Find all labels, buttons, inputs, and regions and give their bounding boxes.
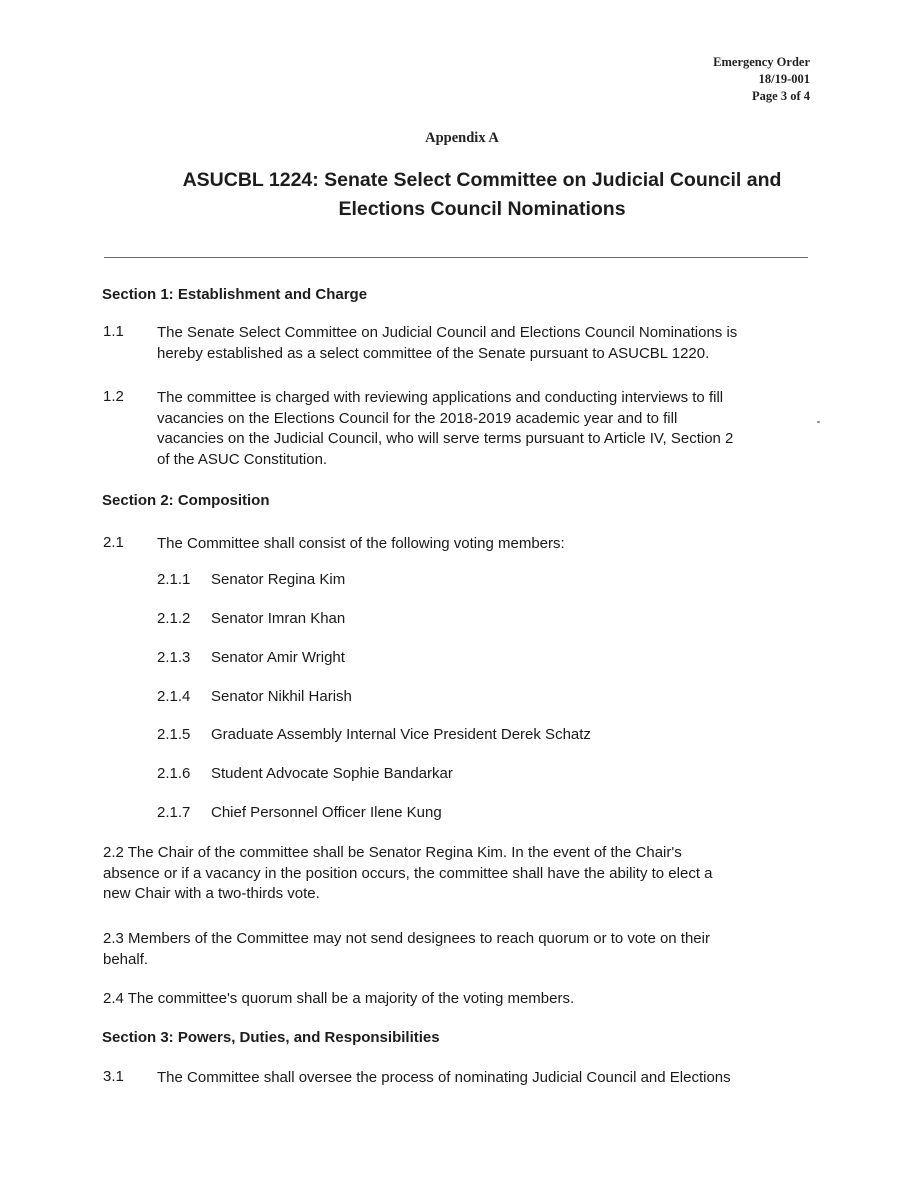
- member-number: 2.1.1: [157, 571, 191, 588]
- paragraph-2-3: [103, 929, 803, 970]
- item-number: 2.1: [103, 534, 124, 551]
- member-name: Chief Personnel Officer Ilene Kung: [211, 804, 442, 821]
- text-line: The Senate Select Committee on Judicial Council and Elections Council Nominations is: [157, 324, 738, 341]
- text-line: 2.2 The Chair of the committee shall be Senator Regina Kim. In the event of the Chair's: [103, 844, 682, 861]
- section-3-heading: Section 3: Powers, Duties, and Responsibilities: [102, 1029, 440, 1046]
- text-line: The committee is charged with reviewing applications and conducting interviews to fill: [157, 389, 724, 406]
- appendix-label: Appendix A: [425, 130, 499, 146]
- order-number: 18/19-001: [758, 72, 810, 86]
- title-line-1: ASUCBL 1224: Senate Select Committee on Judicial Council and: [182, 169, 782, 191]
- item-number: 3.1: [103, 1068, 124, 1085]
- paragraph-1-1: [157, 323, 817, 364]
- text-line: vacancies on the Judicial Council, who will serve terms pursuant to Article IV, Section 2: [157, 430, 734, 447]
- member-number: 2.1.4: [157, 688, 191, 705]
- document-title: [130, 166, 834, 224]
- member-name: Senator Regina Kim: [211, 571, 346, 588]
- text-line: behalf.: [103, 950, 149, 968]
- member-number: 2.1.3: [157, 649, 191, 666]
- paragraph-3-1: The Committee shall oversee the process of nominating Judicial Council and Elections: [157, 1069, 731, 1086]
- text-line: 2.3 Members of the Committee may not send designees to reach quorum or to vote on their: [103, 930, 710, 947]
- member-name: Graduate Assembly Internal Vice President Derek Schatz: [211, 726, 591, 743]
- text-line: vacancies on the Elections Council for the 2018-2019 academic year and to fill: [157, 409, 678, 427]
- text-line: new Chair with a two-thirds vote.: [103, 885, 320, 902]
- text-line: absence or if a vacancy in the position occurs, the committee shall have the ability to elect a: [103, 864, 713, 882]
- text-line: hereby established as a select committee of the Senate pursuant to ASUCBL 1220.: [157, 344, 710, 362]
- member-name: Student Advocate Sophie Bandarkar: [211, 765, 453, 782]
- member-number: 2.1.7: [157, 804, 191, 821]
- item-number: 1.2: [103, 388, 124, 405]
- order-header: [713, 54, 810, 105]
- item-number: 1.1: [103, 323, 124, 340]
- paragraph-2-4: 2.4 The committee's quorum shall be a majority of the voting members.: [103, 990, 575, 1007]
- member-number: 2.1.5: [157, 726, 191, 743]
- page-label: Page 3 of 4: [752, 89, 810, 103]
- scan-speck: [817, 421, 820, 423]
- order-type: Emergency Order: [713, 55, 810, 69]
- member-number: 2.1.2: [157, 610, 191, 627]
- member-number: 2.1.6: [157, 765, 191, 782]
- text-line: of the ASUC Constitution.: [157, 450, 328, 468]
- section-2-heading: Section 2: Composition: [102, 492, 270, 509]
- member-name: Senator Imran Khan: [211, 610, 346, 627]
- section-1-heading: Section 1: Establishment and Charge: [102, 286, 368, 303]
- member-name: Senator Amir Wright: [211, 649, 345, 666]
- paragraph-1-2: [157, 388, 817, 470]
- member-name: Senator Nikhil Harish: [211, 688, 352, 705]
- paragraph-2-2: [103, 843, 803, 905]
- title-line-2: Elections Council Nominations: [338, 198, 626, 220]
- paragraph-2-1: The Committee shall consist of the following voting members:: [157, 535, 565, 552]
- title-divider: [104, 257, 808, 258]
